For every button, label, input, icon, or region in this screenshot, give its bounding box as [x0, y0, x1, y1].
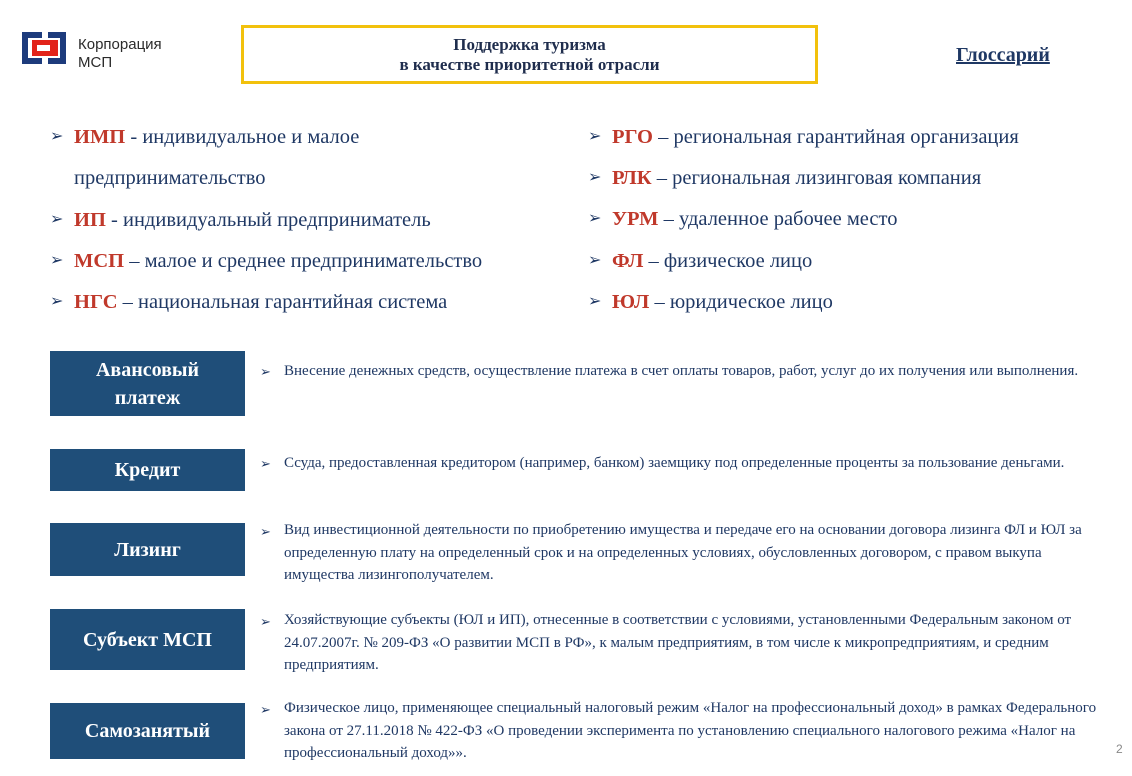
abbr-definition: физическое лицо	[663, 250, 813, 272]
bullet-arrow-icon: ➢	[588, 169, 602, 186]
bullet-arrow-icon: ➢	[260, 614, 271, 629]
bullet-arrow-icon: ➢	[588, 210, 602, 227]
abbr-term: НГС	[74, 291, 118, 313]
definition-leasing: Вид инвестиционной деятельности по приобретению имущества и передаче его на основании договора лизинга ФЛ и ЮЛ за определенную плату на определенный срок и на определенных условиях, обусловленных договором, с правом выкупа имущества лизингополучателем.	[284, 522, 1082, 583]
abbr-term: МСП	[74, 250, 125, 272]
bullet-arrow-icon: ➢	[588, 293, 602, 310]
bullet-arrow-icon: ➢	[50, 128, 64, 145]
glossary-link[interactable]: Глоссарий	[956, 44, 1050, 66]
abbr-definition: региональная лизинговая компания	[672, 167, 982, 189]
bullet-arrow-icon: ➢	[588, 252, 602, 269]
term-box-leasing: Лизинг	[50, 523, 245, 576]
abbr-item-urm: ➢ УРМ – удаленное рабочее место	[588, 208, 898, 230]
abbr-term: РГО	[612, 126, 653, 148]
abbr-term: УРМ	[612, 208, 659, 230]
abbr-definition: удаленное рабочее место	[679, 208, 898, 230]
bullet-arrow-icon: ➢	[50, 293, 64, 310]
abbr-item-imp-continued: предпринимательство	[74, 167, 266, 189]
abbr-term: ИМП	[74, 126, 126, 148]
abbr-item-imp: ➢ ИМП - индивидуальное и малое	[50, 126, 360, 148]
bullet-arrow-icon: ➢	[260, 524, 271, 539]
bullet-arrow-icon: ➢	[260, 456, 271, 471]
abbr-definition: региональная гарантийная организация	[673, 126, 1019, 148]
term-box-self-employed: Самозанятый	[50, 703, 245, 759]
definition-msp-subject: Хозяйствующие субъекты (ЮЛ и ИП), отнесенные в соответствии с условиями, установленными Федеральным законом от 24.07.2007г. № 209-ФЗ «О развитии МСП в РФ», к малым предприятиям, в том числе к микропредприятиям, и средним предприятиям.	[284, 612, 1072, 673]
abbr-definition: юридическое лицо	[669, 291, 833, 313]
definition-advance-payment: Внесение денежных средств, осуществление платежа в счет оплаты товаров, работ, услуг до их получения или выполнения.	[284, 363, 1079, 379]
page-title: Поддержка туризма в качестве приоритетной отрасли	[241, 25, 818, 84]
abbr-item-ngs: ➢ НГС – национальная гарантийная система	[50, 291, 448, 313]
abbr-item-fl: ➢ ФЛ – физическое лицо	[588, 250, 813, 272]
abbr-definition: национальная гарантийная система	[138, 291, 448, 313]
abbr-definition: индивидуальный предприниматель	[122, 209, 431, 231]
bullet-arrow-icon: ➢	[50, 211, 64, 228]
abbr-term: ЮЛ	[612, 291, 650, 313]
abbr-item-msp: ➢ МСП – малое и среднее предпринимательство	[50, 250, 483, 272]
bullet-arrow-icon: ➢	[588, 128, 602, 145]
abbr-item-rgo: ➢ РГО – региональная гарантийная организация	[588, 126, 1019, 148]
abbr-item-ip: ➢ ИП - индивидуальный предприниматель	[50, 209, 431, 231]
abbr-term: ФЛ	[612, 250, 644, 272]
term-box-msp-subject: Субъект МСП	[50, 609, 245, 670]
page-number: 2	[1116, 742, 1123, 756]
term-box-credit: Кредит	[50, 449, 245, 491]
abbr-term: ИП	[74, 209, 106, 231]
bullet-arrow-icon: ➢	[50, 252, 64, 269]
abbr-definition: индивидуальное и малое	[142, 126, 360, 148]
abbr-item-yul: ➢ ЮЛ – юридическое лицо	[588, 291, 833, 313]
bullet-arrow-icon: ➢	[260, 364, 271, 379]
abbr-term: РЛК	[612, 167, 652, 189]
bullet-arrow-icon: ➢	[260, 702, 271, 717]
term-box-advance-payment: Авансовый платеж	[50, 351, 245, 416]
definition-credit: Ссуда, предоставленная кредитором (например, банком) заемщику под определенные проценты за пользование деньгами.	[284, 455, 1065, 471]
logo-text: Корпорация МСП	[78, 36, 162, 71]
abbr-item-rlk: ➢ РЛК – региональная лизинговая компания	[588, 167, 982, 189]
abbr-definition: малое и среднее предпринимательство	[144, 250, 483, 272]
definition-self-employed: Физическое лицо, применяющее специальный налоговый режим «Налог на профессиональный доход» в рамках Федерального закона от 27.11.2018 № 422-ФЗ «О проведении эксперимента по установлению специального налогового режима «Налог на профессиональный доход»».	[284, 700, 1097, 761]
